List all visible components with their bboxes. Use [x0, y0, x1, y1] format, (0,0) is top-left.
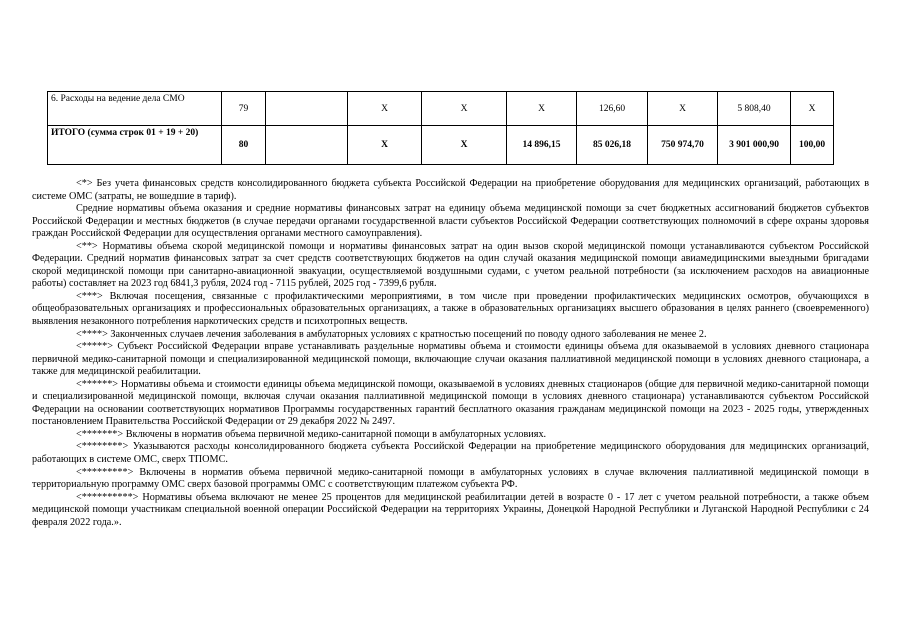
footnote: <*********> Включены в норматив объема первичной медико-санитарной помощи в амбулаторных условиях в случае включения паллиативной медицинской помощи в территориальную программу ОМС сверх базовой программы ОМС с соответствующим платежом субъекта РФ. — [32, 466, 869, 491]
table-cell: X — [348, 92, 422, 126]
table-cell: 750 974,70 — [648, 126, 718, 165]
footnote: <**> Нормативы объема скорой медицинской помощи и нормативы финансовых затрат на один вызов скорой медицинской помощи устанавливаются субъектом Российской Федерации. Средний норматив финансовых затрат за счет средств соответствующих бюджетов на один случай оказания медицинской помощи авиамедицинскими выездными бригадами скорой медицинской помощи при санитарно-авиационной эвакуации, осуществляемой воздушными судами, с учетом реальной потребности (за исключением расходов на авиационные работы) составляет на 2023 год 6841,3 рубля, 2024 год - 7115 рублей, 2025 год - 7399,6 рубля. — [32, 240, 869, 290]
table-cell: X — [422, 92, 507, 126]
footnote: <***> Включая посещения, связанные с профилактическими мероприятиями, в том числе при проведении профилактических медицинских осмотров, обучающихся в общеобразовательных организациях и профессиональных образовательных организациях, а также в образовательных организациях высшего образования в целях раннего (своевременного) выявления незаконного потребления наркотических средств и психотропных веществ. — [32, 290, 869, 328]
footnote: <****> Законченных случаев лечения заболевания в амбулаторных условиях с кратностью посещений по поводу одного заболевания не менее 2. — [76, 328, 707, 340]
row-name: 6. Расходы на ведение дела СМО — [48, 92, 222, 126]
footnote: <*> Без учета финансовых средств консолидированного бюджета субъекта Российской Федерации на приобретение оборудования для медицинских организаций, работающих в системе ОМС (затраты, не вошедшие в тариф). — [32, 178, 869, 202]
table-row — [48, 92, 834, 126]
footnote: <********> Указываются расходы консолидированного бюджета субъекта Российской Федерации на приобретение медицинского оборудования для медицинских организаций, работающих в системе ОМС, сверх ТПОМС. — [32, 441, 869, 466]
footnote: <**********> Нормативы объема включают не менее 25 процентов для медицинской реабилитации детей в возрасте 0 - 17 лет с учетом реальной потребности, а также объем медицинской помощи участникам специальной военной операции Российской Федерации на территориях Украины, Донецкой Народной Республики и Луганской Народной Республики с 24 февраля 2022 года.». — [32, 491, 869, 528]
cost-table — [47, 91, 834, 165]
table-cell: X — [648, 92, 718, 126]
table-cell: X — [348, 126, 422, 165]
row-name: ИТОГО (сумма строк 01 + 19 + 20) — [48, 126, 222, 165]
table-cell: 5 808,40 — [718, 92, 791, 126]
table-cell: 100,00 — [791, 126, 834, 165]
footnote: <******> Нормативы объема и стоимости единицы объема медицинской помощи, оказываемой в условиях дневных стационаров (общие для первичной медико-санитарной помощи и специализированной медицинской помощи, включая случаи оказания паллиативной медицинской помощи в условиях дневного стационара) устанавливаются субъектом Российской Федерации на основании соответствующих нормативов Программы государственных гарантий бесплатного оказания гражданам медицинской помощи на 2023 - 2025 годы, утвержденных постановлением Правительства Российской Федерации от 29 декабря 2022 № 2497. — [32, 378, 869, 428]
table-cell: X — [507, 92, 577, 126]
table-cell: X — [791, 92, 834, 126]
table-row-total — [48, 126, 834, 165]
footnote: <*****> Субъект Российской Федерации вправе устанавливать раздельные нормативы объема и стоимости единицы объема для оказываемой в условиях дневного стационара первичной медико-санитарной помощи и специализированной медицинской помощи, включающие случаи оказания паллиативной медицинской помощи в условиях дневного стационара, а также для медицинской реабилитации. — [32, 341, 869, 378]
footnote: Средние нормативы объема оказания и средние нормативы финансовых затрат на единицу объема медицинской помощи за счет бюджетных ассигнований бюджетов субъектов Российской Федерации и местных бюджетов (в случае передачи органами государственной власти субъектов Российской Федерации соответствующих полномочий в сфере охраны здоровья граждан Российской Федерации для осуществления органами местного самоуправления). — [32, 203, 869, 240]
table-cell: 126,60 — [577, 92, 648, 126]
table-cell: 85 026,18 — [577, 126, 648, 165]
footnotes — [32, 178, 869, 529]
table-cell — [266, 92, 348, 126]
table-cell: 3 901 000,90 — [718, 126, 791, 165]
row-number: 79 — [222, 92, 266, 126]
row-number: 80 — [222, 126, 266, 165]
footnote: <*******> Включены в норматив объема первичной медико-санитарной помощи в амбулаторных условиях. — [76, 428, 547, 440]
table-cell: 14 896,15 — [507, 126, 577, 165]
table-cell — [266, 126, 348, 165]
table-cell: X — [422, 126, 507, 165]
